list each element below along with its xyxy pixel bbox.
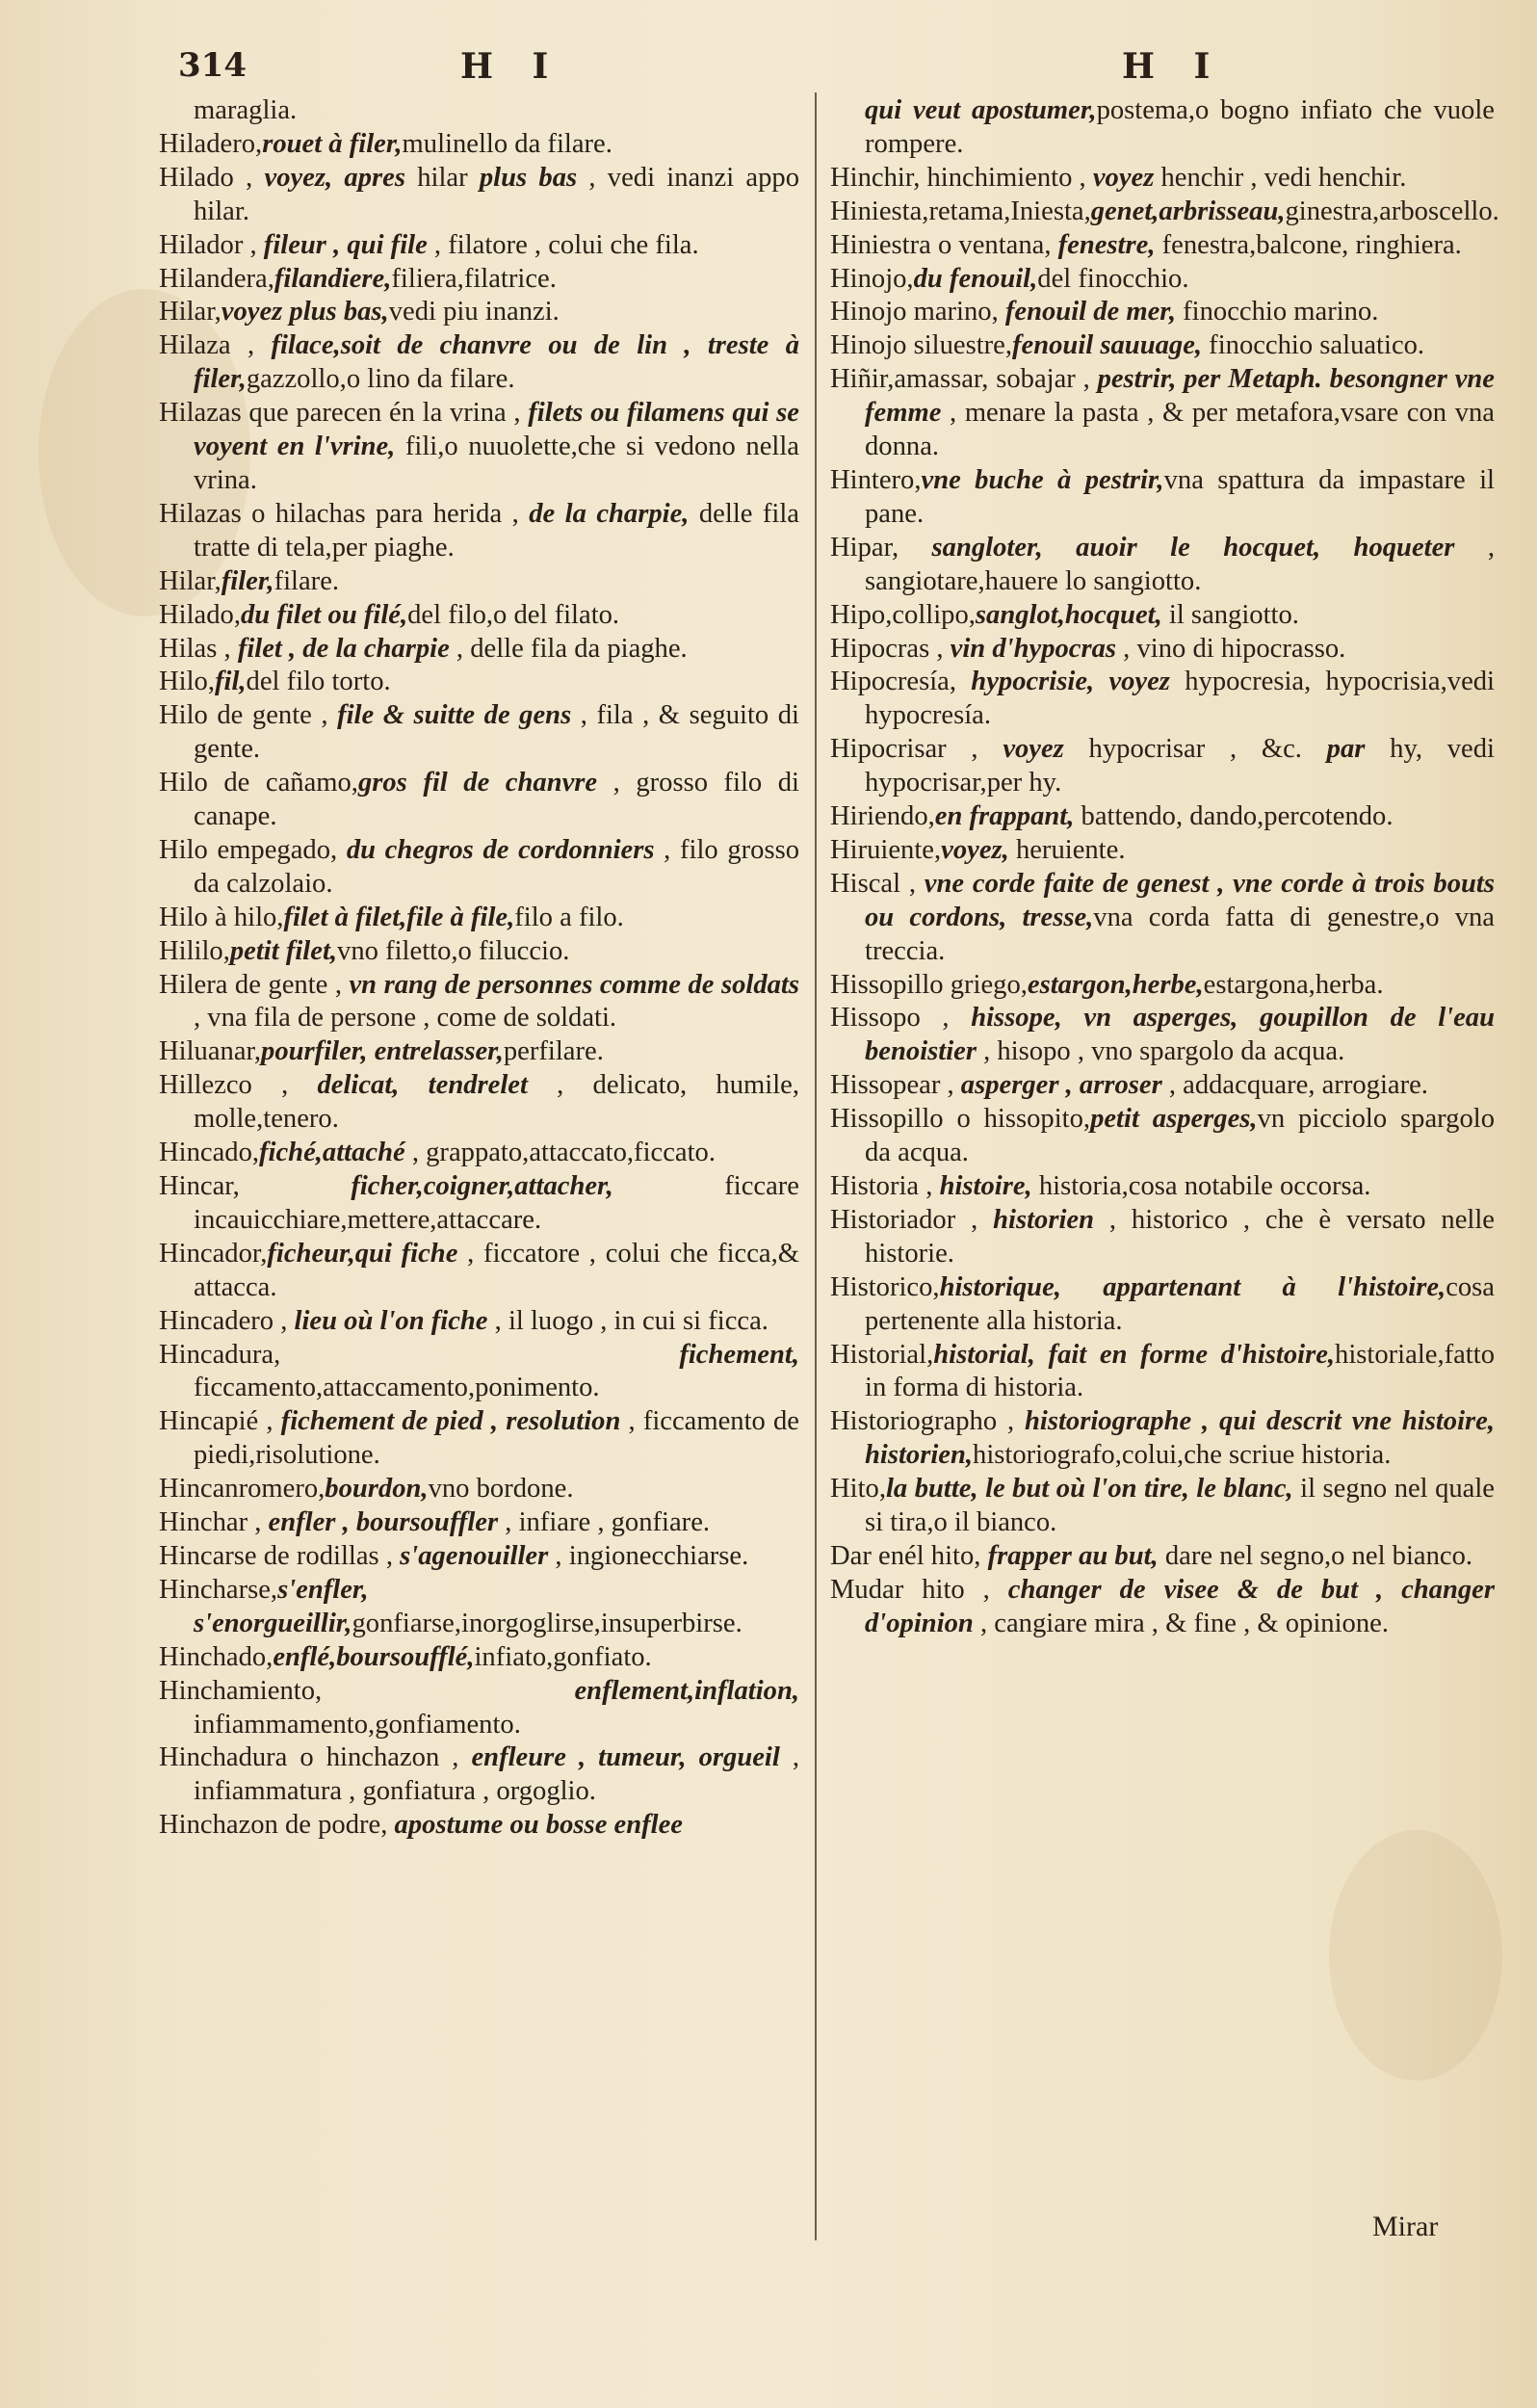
dictionary-entry — [159, 162, 799, 229]
entry-text: , addacquare, arrogiare. — [1161, 1070, 1428, 1101]
french-gloss: de la charpie, — [529, 498, 690, 529]
entry-text: filo a filo. — [514, 902, 624, 932]
entry-text: il sangiotto. — [1161, 599, 1299, 630]
french-gloss: fil, — [214, 667, 247, 697]
dictionary-entry — [159, 329, 799, 397]
entry-text: historia,cosa notabile occorsa. — [1031, 1171, 1371, 1201]
entry-text: Hincharse, — [159, 1574, 278, 1605]
french-gloss: voyez, — [941, 834, 1009, 865]
french-gloss: fichement, — [679, 1339, 799, 1370]
french-gloss: ficher,coigner,attacher, — [351, 1171, 613, 1201]
entry-text: Hinchadura o hinchazon , — [159, 1742, 472, 1773]
entry-text: vna corda fatta di genestre,o vna treccia. — [865, 902, 1495, 966]
french-gloss: s'agenouiller — [400, 1540, 549, 1571]
french-gloss: enflé,boursoufflé, — [273, 1641, 475, 1672]
dictionary-entry — [830, 834, 1495, 868]
entry-text: , ficcamento de piedi,risolutione. — [194, 1406, 799, 1471]
entry-text: Hiruiente, — [830, 834, 942, 865]
dictionary-entry — [159, 969, 799, 1036]
french-gloss: gros fil de chanvre — [357, 768, 598, 798]
french-gloss: fenouil de mer, — [1004, 297, 1176, 327]
entry-text: , il luogo , in cui si ficca. — [487, 1305, 768, 1336]
entry-text: Hinchazon de podre, — [159, 1810, 395, 1841]
entry-text: Hiladero, — [159, 128, 263, 159]
entry-text: , historico , che è versato nelle historie. — [865, 1204, 1495, 1269]
entry-text: Historial, — [830, 1339, 934, 1370]
dictionary-entry — [830, 1574, 1495, 1641]
entry-text: vna spattura da impastare il pane. — [865, 464, 1496, 529]
french-gloss: changer de visee & de but , changer d'opinion — [865, 1574, 1495, 1638]
french-gloss: sangloter, auoir le hocquet, hoqueter — [931, 532, 1455, 563]
entry-text: , hisopo , vno spargolo da acqua. — [976, 1036, 1345, 1067]
dictionary-entry — [159, 397, 799, 498]
entry-text: Hililo, — [159, 935, 230, 966]
french-gloss: fenestre, — [1057, 229, 1156, 260]
entry-text: gonfiarse,inorgoglirse,insuperbirse. — [352, 1608, 742, 1638]
dictionary-entry — [159, 1405, 799, 1473]
french-gloss: la butte, le but où l'on tire, le blanc, — [885, 1474, 1293, 1505]
entry-text: Dar enél hito, — [830, 1540, 988, 1571]
entry-text: Hipocras , — [830, 633, 951, 664]
entry-text: Mudar hito , — [830, 1574, 1008, 1605]
french-gloss: hissope, vn asperges, goupillon de l'eau benoistier — [865, 1003, 1495, 1067]
entry-text: historiografo,colui,che scriue historia. — [973, 1440, 1392, 1471]
entry-text: , menare la pasta , & per metafora,vsare con vna donna. — [865, 398, 1495, 462]
entry-text: vn picciolo spargolo da acqua. — [865, 1104, 1495, 1168]
dictionary-entry — [830, 1271, 1495, 1339]
french-gloss: voyez — [1003, 734, 1064, 765]
french-gloss: rouet à filer, — [262, 128, 403, 159]
entry-text: Hilo de cañamo, — [159, 768, 358, 798]
entry-text: Hipocresía, — [830, 667, 972, 697]
french-gloss: filace,soit de chanvre ou de lin , treste à filer, — [194, 330, 799, 395]
dictionary-entry — [830, 1170, 1495, 1204]
entry-text: , ficcatore , colui che ficca,& attacca. — [194, 1238, 799, 1302]
dictionary-entry — [830, 1339, 1495, 1406]
entry-text: ficcare incauicchiare,mettere,attaccare. — [194, 1171, 800, 1235]
entry-text: , infiammatura , gonfiatura , orgoglio. — [194, 1742, 799, 1807]
dictionary-entry — [830, 532, 1495, 599]
french-gloss: enfler , boursouffler — [268, 1507, 499, 1538]
entry-text: ginestra,arboscello. — [1285, 196, 1499, 226]
french-gloss: du filet ou filé, — [240, 599, 408, 630]
entry-text: maraglia. — [194, 95, 298, 125]
entry-text: heruiente. — [1008, 834, 1126, 865]
entry-text: Historico, — [830, 1271, 940, 1302]
entry-text: Hincadura, — [159, 1339, 680, 1370]
entry-text: Hincar, — [159, 1171, 352, 1201]
column-rule — [815, 92, 817, 2240]
entry-text: il segno nel quale si tira,o il bianco. — [865, 1474, 1496, 1538]
dictionary-entry — [830, 800, 1495, 834]
dictionary-entry — [830, 1204, 1495, 1271]
french-gloss: historien — [993, 1204, 1095, 1235]
entry-text: Hilo à hilo, — [159, 902, 284, 932]
french-gloss: vne corde faite de genest , vne corde à trois bouts ou cordons, tresse, — [865, 868, 1495, 932]
entry-text: Hilazas que parecen én la vrina , — [159, 398, 529, 429]
french-gloss: enfleure , tumeur, orgueil — [471, 1742, 780, 1773]
french-gloss: fileur , qui file — [263, 229, 428, 260]
french-gloss: filer, — [221, 565, 274, 596]
french-gloss: sanglot,hocquet, — [975, 599, 1162, 630]
entry-text: , delicato, humile, molle,tenero. — [194, 1070, 799, 1135]
french-gloss: file & suitte de gens — [337, 700, 572, 731]
dictionary-entry — [830, 1069, 1495, 1103]
french-gloss: frapper au but, — [987, 1540, 1159, 1571]
entry-text: Hipocrisar , — [830, 734, 1003, 765]
entry-text: ficcamento,attaccamento,ponimento. — [194, 1373, 600, 1403]
french-gloss: petit asperges, — [1090, 1104, 1258, 1135]
entry-text: fili,o nuuolette,che si vedono nella vrina. — [194, 432, 799, 495]
entry-text: Historiographo , — [830, 1406, 1025, 1437]
entry-text: vedi piu inanzi. — [388, 297, 560, 327]
entry-text: Hilador , — [159, 229, 264, 260]
entry-text: Hissopear , — [830, 1070, 961, 1101]
right-column — [830, 94, 1499, 1641]
entry-text: Hiñir,amassar, sobajar , — [830, 364, 1098, 395]
entry-text: estargona,herba. — [1203, 969, 1384, 1000]
entry-text: , vna fila de persone , come de soldati. — [194, 1003, 617, 1034]
entry-text: Hilo empegado, — [159, 834, 347, 865]
dictionary-entry — [159, 1741, 799, 1809]
dictionary-entry — [159, 498, 799, 565]
dictionary-entry — [159, 834, 799, 902]
entry-text: Hincador, — [159, 1238, 268, 1269]
dictionary-entry — [159, 902, 799, 935]
dictionary-entry — [159, 229, 799, 263]
dictionary-entry — [159, 1137, 799, 1170]
french-gloss: vne buche à pestrir, — [921, 464, 1164, 495]
entry-text: Hilas , — [159, 633, 238, 664]
dictionary-entry — [830, 94, 1495, 162]
french-gloss: voyez plus bas, — [221, 297, 389, 327]
entry-text: Historiador , — [830, 1204, 994, 1235]
dictionary-entry — [159, 128, 799, 162]
french-gloss: historial, fait en forme d'histoire, — [933, 1339, 1336, 1370]
entry-text: Hilado , — [159, 162, 265, 193]
dictionary-entry — [159, 1641, 799, 1675]
dictionary-entry — [159, 935, 799, 969]
entry-text: cosa pertenente alla historia. — [865, 1271, 1495, 1336]
french-gloss: vin d'hypocras — [950, 633, 1117, 664]
dictionary-entry — [159, 633, 799, 667]
entry-text: infiammamento,gonfiamento. — [194, 1709, 521, 1740]
catchword: Mirar — [1372, 2211, 1439, 2242]
dictionary-entry — [159, 94, 799, 128]
entry-text: infiato,gonfiato. — [474, 1641, 652, 1672]
entry-text: Hinojo marino, — [830, 297, 1005, 327]
french-gloss: du fenouil, — [913, 263, 1038, 294]
french-gloss: fiché,attaché — [259, 1138, 405, 1168]
entry-text: Hilandera, — [159, 263, 274, 294]
entry-text: Hinchar , — [159, 1507, 269, 1538]
entry-text: del finocchio. — [1037, 263, 1189, 294]
dictionary-entry — [159, 1035, 799, 1069]
entry-text: Hinchamiento, — [159, 1675, 575, 1706]
entry-text: Hiniesta,retama,Iniesta, — [830, 196, 1091, 226]
dictionary-entry — [159, 1809, 799, 1843]
dictionary-entry — [159, 1675, 799, 1742]
french-gloss: delicat, tendrelet — [317, 1070, 528, 1101]
entry-text: , ingionecchiarse. — [548, 1540, 749, 1571]
entry-text: hilar — [404, 162, 480, 193]
french-gloss: enflement,inflation, — [574, 1675, 799, 1706]
french-gloss: fenouil sauuage, — [1012, 330, 1203, 361]
dictionary-entry — [830, 329, 1495, 363]
entry-text: , infiare , gonfiare. — [498, 1507, 711, 1538]
dictionary-entry — [830, 1405, 1495, 1473]
entry-text: Hinchado, — [159, 1641, 274, 1672]
french-gloss: filandiere, — [274, 263, 392, 294]
dictionary-entry — [159, 1473, 799, 1506]
french-gloss: filet , de la charpie — [237, 633, 450, 664]
dictionary-entry — [830, 363, 1495, 464]
french-gloss: fichement de pied , resolution — [280, 1406, 621, 1437]
french-gloss: historiographe , qui descrit vne histoire, historien, — [865, 1406, 1496, 1471]
left-column — [159, 94, 799, 1843]
entry-text: Hincado, — [159, 1138, 260, 1168]
entry-text: , grappato,attaccato,ficcato. — [404, 1138, 716, 1168]
entry-text: vno bordone. — [428, 1474, 574, 1505]
dictionary-entry — [830, 868, 1495, 969]
entry-text: finocchio saluatico. — [1202, 330, 1425, 361]
entry-text: filare. — [274, 565, 340, 596]
entry-text: Hillezco , — [159, 1070, 318, 1101]
entry-text: del filo,o del filato. — [407, 599, 620, 630]
entry-text: filiera,filatrice. — [391, 263, 557, 294]
entry-text: delle fila tratte di tela,per piaghe. — [194, 498, 800, 563]
entry-text: Hilar, — [159, 297, 221, 327]
entry-text: Hilar, — [159, 565, 221, 596]
french-gloss: petit filet, — [229, 935, 338, 966]
running-head-right: H I — [1122, 46, 1224, 87]
entry-text: Hiniestra o ventana, — [830, 229, 1058, 260]
entry-text: Hipo,collipo, — [830, 599, 976, 630]
french-gloss: filet à filet,file à file, — [283, 902, 515, 932]
entry-text: Hilazas o hilachas para herida , — [159, 498, 530, 529]
entry-text: , sangiotare,hauere lo sangiotto. — [865, 532, 1495, 596]
dictionary-entry — [159, 1238, 799, 1305]
french-gloss: asperger , arroser — [960, 1070, 1162, 1101]
entry-text: , fila , & seguito di gente. — [194, 700, 799, 765]
entry-text: Hilo de gente , — [159, 700, 338, 731]
dictionary-entry — [830, 1103, 1495, 1170]
french-gloss: hypocrisie, voyez — [971, 667, 1170, 697]
entry-text: del filo torto. — [246, 667, 391, 697]
french-gloss: en frappant, — [934, 801, 1075, 832]
french-gloss: pestrir, per Metaph. besongner vne femme — [865, 364, 1495, 429]
dictionary-entry — [830, 666, 1495, 733]
entry-text: mulinello da filare. — [402, 128, 612, 159]
entry-text: Hiriendo, — [830, 801, 935, 832]
dictionary-entry — [159, 1069, 799, 1137]
entry-text: Hito, — [830, 1474, 886, 1505]
dictionary-entry — [830, 599, 1495, 633]
entry-text: Hincanromero, — [159, 1474, 326, 1505]
french-gloss: pourfiler, entrelasser, — [261, 1036, 504, 1067]
dictionary-entry — [159, 599, 799, 633]
dictionary-entry — [159, 263, 799, 297]
dictionary-entry — [159, 1540, 799, 1574]
dictionary-entry — [830, 464, 1495, 532]
entry-text: postema,o bogno infiato che vuole rompere. — [865, 95, 1495, 159]
entry-text: perfilare. — [503, 1036, 604, 1067]
entry-text: hypocresia, hypocrisia,vedi hypocresía. — [865, 667, 1496, 731]
dictionary-entry — [830, 733, 1495, 800]
french-gloss: genet,arbrisseau, — [1090, 196, 1286, 226]
entry-text: Hincadero , — [159, 1305, 295, 1336]
french-gloss: histoire, — [939, 1171, 1032, 1201]
dictionary-entry — [159, 1305, 799, 1339]
entry-text: Hissopillo o hissopito, — [830, 1104, 1091, 1135]
french-gloss: lieu où l'on fiche — [294, 1305, 488, 1336]
entry-text: Hilado, — [159, 599, 241, 630]
french-gloss: du chegros de cordonniers — [346, 834, 655, 865]
entry-text: Hiluanar, — [159, 1036, 262, 1067]
entry-text: Historia , — [830, 1171, 940, 1201]
entry-text: Hilaza , — [159, 330, 272, 361]
dictionary-entry — [830, 1473, 1495, 1540]
french-gloss: apostume ou bosse enflee — [394, 1810, 683, 1841]
entry-text: battendo, dando,percotendo. — [1074, 801, 1394, 832]
dictionary-entry — [830, 196, 1499, 229]
page-header — [0, 46, 1537, 94]
dictionary-entry — [159, 699, 799, 767]
entry-text: Hinchir, hinchimiento , — [830, 162, 1093, 193]
dictionary-entry — [830, 633, 1495, 667]
entry-text: historiale,fatto in forma di historia. — [865, 1339, 1495, 1403]
french-gloss: historique, appartenant à l'histoire, — [939, 1271, 1446, 1302]
entry-text: , vino di hipocrasso. — [1116, 633, 1346, 664]
dictionary-entry — [159, 1574, 799, 1641]
entry-text: Hilera de gente , — [159, 969, 350, 1000]
dictionary-entry — [159, 565, 799, 599]
french-gloss: plus bas — [479, 162, 578, 193]
french-gloss: estargon,herbe, — [1027, 969, 1204, 1000]
entry-text: henchir , vedi henchir. — [1154, 162, 1407, 193]
entry-text: , filo grosso da calzolaio. — [194, 834, 800, 899]
dictionary-entry — [830, 296, 1495, 329]
entry-text: Hintero, — [830, 464, 922, 495]
entry-text: Hincapié , — [159, 1406, 281, 1437]
entry-text: finocchio marino. — [1176, 297, 1379, 327]
dictionary-entry — [159, 296, 799, 329]
entry-text: Hissopo , — [830, 1003, 972, 1034]
running-head-left: H I — [460, 46, 562, 87]
entry-text: , vedi inanzi appo hilar. — [194, 162, 799, 226]
entry-text: Hinojo siluestre, — [830, 330, 1013, 361]
entry-text: dare nel segno,o nel bianco. — [1158, 1540, 1473, 1571]
french-gloss: voyez, apres — [264, 162, 405, 193]
french-gloss: vn rang de personnes comme de soldats — [349, 969, 800, 1000]
dictionary-entry — [830, 263, 1495, 297]
entry-text: vno filetto,o filuccio. — [337, 935, 570, 966]
french-gloss: bourdon, — [325, 1474, 429, 1505]
french-gloss: s'enfler, s'enorgueillir, — [194, 1574, 369, 1638]
dictionary-entry — [159, 767, 799, 834]
dictionary-entry — [159, 1339, 799, 1406]
entry-text: gazzollo,o lino da filare. — [246, 364, 515, 395]
dictionary-entry — [830, 1540, 1495, 1574]
french-gloss: par — [1326, 734, 1366, 765]
french-gloss: filets ou filamens qui se voyent en l'vrine, — [194, 398, 800, 462]
dictionary-entry — [830, 969, 1495, 1003]
entry-text: , grosso filo di canape. — [194, 768, 800, 832]
dictionary-entry — [159, 1170, 799, 1238]
dictionary-entry — [830, 229, 1495, 263]
entry-text: Hilo, — [159, 667, 215, 697]
dictionary-entry — [830, 1002, 1495, 1069]
entry-text: Hipar, — [830, 532, 932, 563]
entry-text: Hiscal , — [830, 868, 925, 899]
paper-stain — [1329, 1830, 1502, 2081]
entry-text: Hissopillo griego, — [830, 969, 1028, 1000]
entry-text: Hinojo, — [830, 263, 914, 294]
entry-text: fenestra,balcone, ringhiera. — [1155, 229, 1462, 260]
dictionary-entry — [830, 162, 1495, 196]
entry-text: hy, vedi hypocrisar,per hy. — [865, 734, 1495, 798]
entry-text: , delle fila da piaghe. — [449, 633, 688, 664]
entry-text: hypocrisar , &c. — [1063, 734, 1327, 765]
dictionary-entry — [159, 1506, 799, 1540]
entry-text: , cangiare mira , & fine , & opinione. — [973, 1608, 1389, 1638]
dictionary-entry — [159, 666, 799, 699]
french-gloss: ficheur,qui fiche — [267, 1238, 458, 1269]
entry-text: Hincarse de rodillas , — [159, 1540, 401, 1571]
french-gloss: voyez — [1092, 162, 1155, 193]
french-gloss: qui veut apostumer, — [865, 95, 1097, 125]
entry-text: , filatore , colui che fila. — [427, 229, 699, 260]
page-number: 314 — [178, 46, 247, 85]
